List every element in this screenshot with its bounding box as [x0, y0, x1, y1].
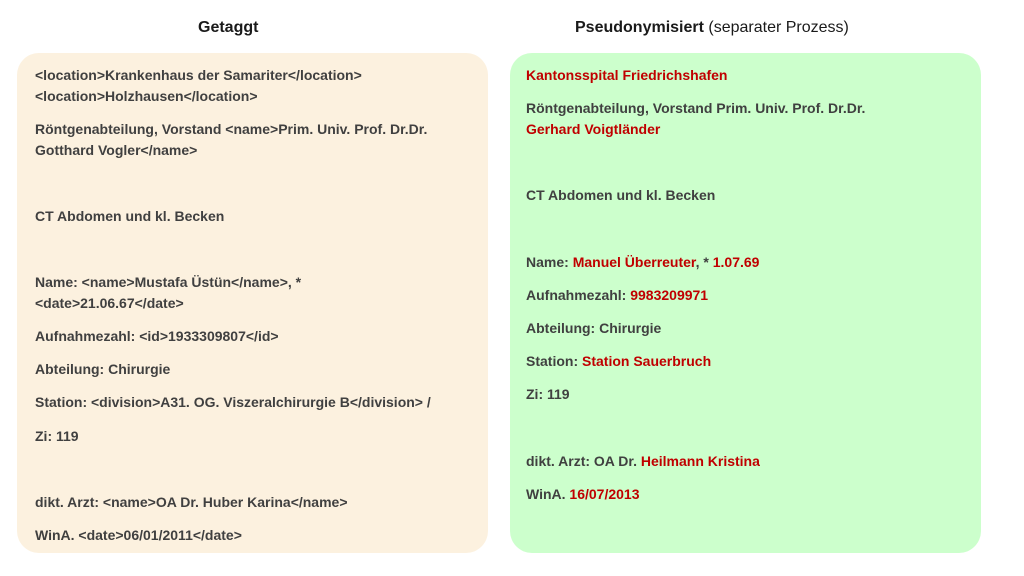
pseudo-station-value: Station Sauerbruch [582, 353, 712, 369]
pseudo-line-admission: Aufnahmezahl: 9983209971 [526, 287, 709, 303]
pseudonymized-column-title: Pseudonymisiert (separater Prozess) [575, 19, 849, 36]
pseudo-wina-value: 16/07/2013 [569, 486, 640, 502]
pseudo-line-hospital: Kantonsspital Friedrichshafen [526, 67, 728, 83]
pseudo-line-doctor: dikt. Arzt: OA Dr. Heilmann Kristina [526, 453, 760, 469]
pseudo-line-department: Abteilung: Chirurgie [526, 320, 662, 336]
pseudo-doctor-value: Heilmann Kristina [640, 453, 760, 469]
tagged-line-wina: WinA. <date>06/01/2011</date> [35, 527, 242, 543]
tagged-line-station: Station: <division>A31. OG. Viszeralchirurgie B</division> / [35, 394, 431, 410]
pseudo-admission-value: 9983209971 [630, 287, 709, 303]
pseudo-line-exam: CT Abdomen und kl. Becken [526, 187, 716, 203]
tagged-line-radiology: Röntgenabteilung, Vorstand <name>Prim. Univ. Prof. Dr.Dr. [35, 121, 428, 137]
pseudo-line-radiology-name: Gerhard Voigtländer [526, 121, 661, 137]
pseudo-name-value: Manuel Überreuter [572, 254, 696, 270]
tagged-line-location-1: <location>Krankenhaus der Samariter</location> [35, 67, 362, 83]
tagged-line-birth-date: <date>21.06.67</date> [35, 295, 184, 311]
pseudo-line-wina: WinA. 16/07/2013 [526, 486, 640, 502]
tagged-column-title: Getaggt [198, 19, 259, 36]
tagged-line-department: Abteilung: Chirurgie [35, 361, 171, 377]
tagged-line-room: Zi: 119 [35, 428, 79, 444]
tagged-line-exam: CT Abdomen und kl. Becken [35, 208, 225, 224]
pseudo-line-patient-name: Name: Manuel Überreuter, * 1.07.69 [526, 254, 760, 270]
tagged-line-admission: Aufnahmezahl: <id>1933309807</id> [35, 328, 279, 344]
tagged-line-radiology-name: Gotthard Vogler</name> [35, 142, 198, 158]
pseudo-line-room: Zi: 119 [526, 386, 570, 402]
tagged-line-doctor: dikt. Arzt: <name>OA Dr. Huber Karina</name> [35, 494, 348, 510]
pseudo-line-station: Station: Station Sauerbruch [526, 353, 712, 369]
tagged-line-location-2: <location>Holzhausen</location> [35, 88, 258, 104]
tagged-line-patient-name: Name: <name>Mustafa Üstün</name>, * [35, 274, 302, 290]
pseudo-birth-date: 1.07.69 [712, 254, 760, 270]
process-subtitle: (separater Prozess) [708, 19, 849, 36]
pseudo-line-radiology: Röntgenabteilung, Vorstand Prim. Univ. Prof. Dr.Dr. [526, 100, 866, 116]
